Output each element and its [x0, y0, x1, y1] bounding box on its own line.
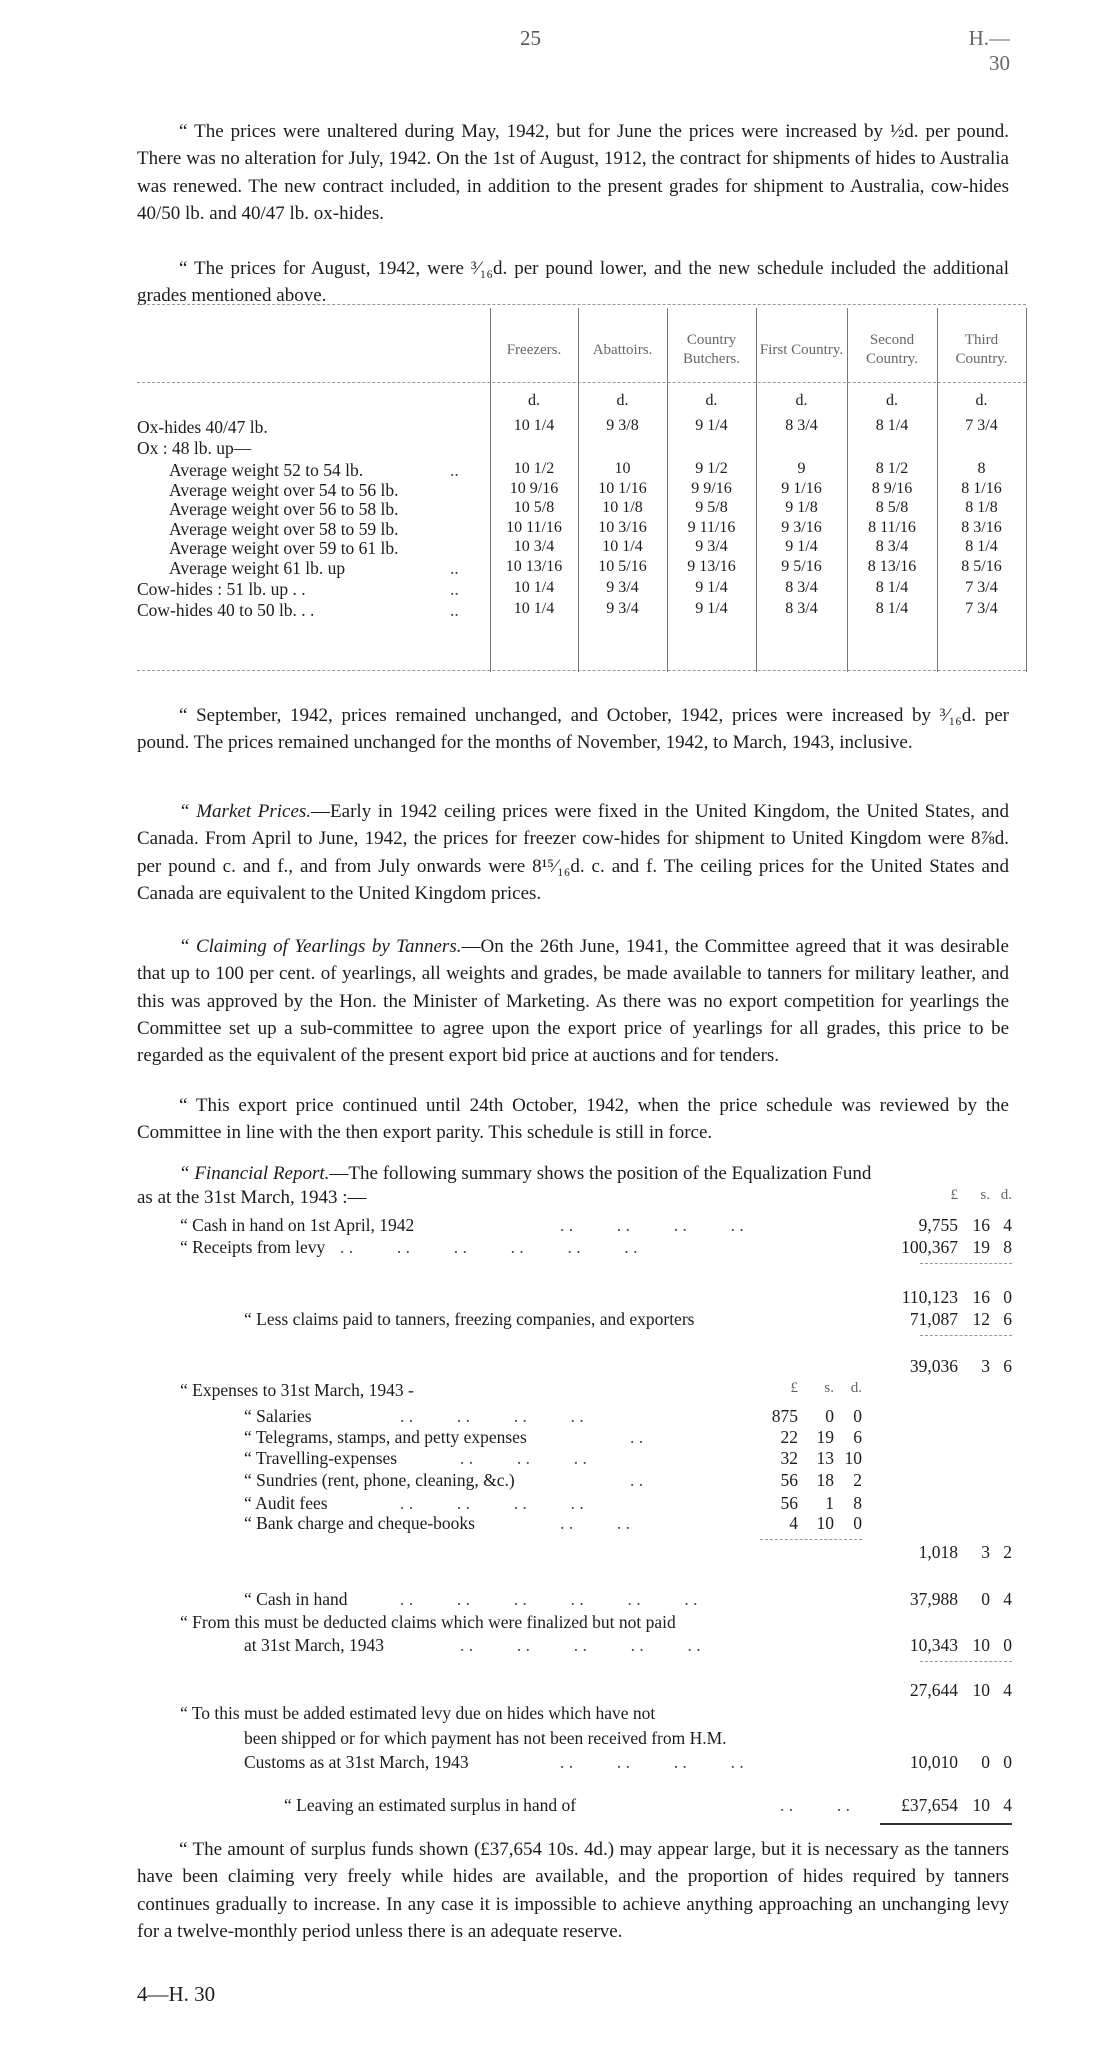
financial-row	[0, 1612, 1114, 1634]
dot-leader: . . . .	[560, 1513, 630, 1533]
dot-leader: ..	[450, 579, 459, 599]
column-header: Third Country.	[955, 332, 1008, 367]
outer-pence: 0	[1003, 1287, 1012, 1307]
row-label: “ Expenses to 31st March, 1943 -	[180, 1380, 414, 1400]
outer-pounds: 110,123	[901, 1287, 958, 1307]
price-cell: 8 13/16	[867, 558, 917, 575]
financial-row	[0, 1470, 1114, 1492]
row-label: Ox-hides 40/47 lb.	[137, 417, 268, 437]
row-label: “ Cash in hand on 1st April, 1942	[180, 1215, 415, 1235]
row-label: Average weight over 58 to 59 lb.	[169, 519, 399, 539]
outer-pence: 2	[1003, 1542, 1012, 1562]
column-header: First Country.	[759, 341, 844, 358]
row-label: “ Bank charge and cheque-books	[244, 1513, 475, 1533]
unit-label: d.	[616, 392, 629, 409]
inner-shillings: 1	[825, 1493, 834, 1513]
table-row	[137, 438, 1026, 458]
price-cell: 10 11/16	[506, 519, 562, 536]
financial-row	[0, 1427, 1114, 1449]
row-label: “ Cash in hand	[244, 1589, 348, 1609]
financial-row	[0, 1237, 1114, 1259]
financial-row	[0, 1589, 1114, 1611]
dot-leader: ..	[450, 600, 459, 620]
dot-leader: ..	[450, 460, 459, 480]
price-cell: 8	[977, 460, 986, 477]
paragraph-lead: “ Claiming of Yearlings by Tanners.	[179, 936, 462, 957]
outer-shillings: 10	[972, 1795, 990, 1815]
row-label: “ Less claims paid to tanners, freezing companies, and exporters	[244, 1309, 695, 1329]
sum-rule	[920, 1335, 1012, 1336]
column-header: Freezers.	[506, 341, 562, 358]
outer-shillings: 0	[981, 1589, 990, 1609]
paragraph-text: —Early in 1942 ceiling prices were fixed in the United Kingdom, the United States, and Canada. From April to June, 1942, the prices for freezer cow-hides for shipment to United Kingdom were 8⅞d. per pound c. and f., and from July onwards were 8¹⁵⁄₁₆d. c. and f. The ceiling prices for the United States and Canada are equivalent to the United Kingdom prices.	[137, 801, 1009, 904]
price-cell: 9 5/8	[695, 499, 728, 516]
row-label: “ To this must be added estimated levy due on hides which have not	[180, 1703, 656, 1723]
price-cell: 9 3/4	[695, 538, 728, 555]
row-label: Average weight 52 to 54 lb.	[169, 460, 364, 480]
price-cell: 10 1/2	[513, 460, 555, 477]
financial-row	[0, 1493, 1114, 1515]
double-rule	[880, 1823, 1012, 1825]
price-cell: 10 1/4	[513, 417, 555, 434]
price-cell: 7 3/4	[965, 417, 998, 434]
row-label: Average weight over 56 to 58 lb.	[169, 499, 399, 519]
price-cell: 8 1/4	[875, 600, 909, 617]
row-label: Cow-hides : 51 lb. up . .	[137, 579, 306, 599]
paragraph-yearlings	[137, 933, 1009, 1069]
paragraph-text: —The following summary shows the position of the Equalization Fund	[329, 1163, 872, 1184]
price-cell: 9 3/4	[606, 579, 639, 596]
outer-pounds: 39,036	[909, 1356, 958, 1376]
price-cell: 7 3/4	[965, 600, 998, 617]
price-cell: 8 1/8	[965, 499, 998, 516]
price-cell: 8 3/4	[785, 417, 818, 434]
price-cell: 9 1/4	[695, 579, 728, 596]
currency-header-pounds: £	[950, 1187, 958, 1203]
inner-pence: 8	[853, 1493, 862, 1513]
table-row	[137, 480, 1026, 500]
outer-pence: 8	[1003, 1237, 1012, 1257]
price-cell: 8 1/4	[875, 579, 909, 596]
price-cell: 9 1/4	[695, 600, 728, 617]
price-cell: 9 3/4	[606, 600, 639, 617]
table-top-rule	[137, 304, 1026, 305]
price-cell: 10 1/4	[513, 600, 555, 617]
paragraph-price-increase	[137, 118, 1009, 227]
outer-pounds: £37,654	[901, 1795, 958, 1815]
price-cell: 9 3/16	[781, 519, 822, 536]
price-cell: 8 9/16	[871, 480, 913, 497]
inner-pounds: 4	[789, 1513, 798, 1533]
dot-leader: . . . . . . . .	[400, 1493, 584, 1513]
price-cell: 8 1/4	[875, 417, 909, 434]
price-cell: 9 13/16	[687, 558, 736, 575]
price-cell: 9 11/16	[687, 519, 736, 536]
price-cell: 10 1/16	[598, 480, 647, 497]
financial-row	[0, 1309, 1114, 1331]
table-row	[137, 600, 1026, 620]
financial-row	[0, 1795, 1114, 1817]
outer-pounds: 100,367	[901, 1237, 958, 1257]
dot-leader: ..	[450, 558, 459, 578]
row-label: Average weight over 59 to 61 lb.	[169, 538, 399, 558]
financial-row	[0, 1513, 1114, 1535]
inner-shillings: s.	[824, 1380, 834, 1396]
price-cell: 8 1/16	[961, 480, 1002, 497]
inner-pence: 2	[853, 1470, 862, 1490]
financial-report-intro	[137, 1160, 1009, 1187]
price-cell: 9 5/16	[781, 558, 822, 575]
table-row	[137, 558, 1026, 578]
column-header: Abattoirs.	[592, 341, 653, 358]
price-cell: 8 5/8	[875, 499, 909, 516]
inner-pence: 6	[853, 1427, 862, 1447]
financial-row	[0, 1680, 1114, 1702]
row-label: “ Travelling-expenses	[244, 1448, 398, 1468]
paragraph-text: —On the 26th June, 1941, the Committee agreed that it was desirable that up to 100 per cent. of yearlings, all weights and grades, be made available to tanners for military leather, and this was approved by the Hon. the Minister of Marketing. As there was no export competition for yearlings the Committee set up a sub-committee to agree upon the export price of yearlings for all grades, this price to be regarded as the equivalent of the present export bid price at auctions and for tenders.	[137, 936, 1009, 1067]
financial-row	[0, 1448, 1114, 1470]
paragraph-lead: “ Market Prices.	[179, 801, 312, 822]
dot-leader: . . . . . . . .	[560, 1215, 744, 1235]
outer-shillings: 0	[981, 1752, 990, 1772]
dot-leader: . . . . . . . . . . . .	[340, 1237, 638, 1257]
unit-label: d.	[705, 392, 718, 409]
price-cell: 8 5/16	[961, 558, 1002, 575]
outer-pence: 4	[1003, 1680, 1012, 1700]
price-cell: 9 1/16	[781, 480, 822, 497]
paragraph-text: “ This export price continued until 24th October, 1942, when the price schedule was reviewed by the Committee in line with the then export parity. This schedule is still in force.	[137, 1095, 1009, 1144]
row-label: been shipped or for which payment has not been received from H.M.	[244, 1728, 727, 1748]
inner-shillings: 18	[816, 1470, 834, 1490]
financial-row	[0, 1356, 1114, 1378]
outer-pounds: 9,755	[918, 1215, 958, 1235]
dot-leader: . . . .	[780, 1795, 850, 1815]
outer-pounds: 37,988	[909, 1589, 958, 1609]
row-label: “ Telegrams, stamps, and petty expenses	[244, 1427, 527, 1447]
inner-pence: 10	[844, 1448, 862, 1468]
paragraph-surplus	[137, 1836, 1009, 1945]
outer-pence: 6	[1003, 1309, 1012, 1329]
outer-shillings: 12	[972, 1309, 990, 1329]
row-label: “ Leaving an estimated surplus in hand of	[284, 1795, 577, 1815]
dot-leader: . .	[630, 1427, 644, 1447]
inner-shillings: 13	[816, 1448, 834, 1468]
row-label: “ Sundries (rent, phone, cleaning, &c.)	[244, 1470, 515, 1490]
price-cell: 9	[797, 460, 806, 477]
price-cell: 10 1/4	[513, 579, 555, 596]
financial-row	[0, 1380, 1114, 1402]
inner-pounds: £	[790, 1380, 798, 1396]
financial-row	[0, 1728, 1114, 1750]
dot-leader: . . . . . . . .	[560, 1752, 744, 1772]
outer-pounds: 27,644	[909, 1680, 958, 1700]
inner-pounds: 32	[780, 1448, 798, 1468]
row-label: at 31st March, 1943	[244, 1635, 384, 1655]
unit-label: d.	[886, 392, 898, 409]
row-label: Cow-hides 40 to 50 lb. . .	[137, 600, 315, 620]
paragraph-text: “ The amount of surplus funds shown (£37,654 10s. 4d.) may appear large, but it is necessary as the tanners have been claiming very freely while hides are available, and the proportion of hides required by tanners continues gradually to increase. In any case it is impossible to achieve anything approaching an unchanging levy for a twelve-monthly period unless there is an adequate reserve.	[137, 1839, 1009, 1942]
price-cell: 10 1/4	[602, 538, 643, 555]
price-cell: 8 3/4	[875, 538, 909, 555]
document-reference: H.—30	[968, 26, 1010, 75]
price-cell: 10 3/16	[598, 519, 647, 536]
dot-leader: . . . . . .	[460, 1448, 587, 1468]
financial-row	[0, 1703, 1114, 1725]
outer-pence: 0	[1003, 1635, 1012, 1655]
unit-label: d.	[975, 392, 988, 409]
paragraph-text: “ The prices were unaltered during May, 1942, but for June the prices were increased by ½d. per pound. There was no alteration for July, 1942. On the 1st of August, 1912, the contract for shipments of hides to Australia was renewed. The new contract included, in addition to the present grades for shipment to Australia, cow-hides 40/50 lb. and 40/47 lb. ox-hides.	[137, 121, 1009, 224]
outer-shillings: 19	[972, 1237, 990, 1257]
table-row	[137, 460, 1026, 480]
financial-row	[0, 1542, 1114, 1564]
financial-row	[0, 1635, 1114, 1657]
dot-leader: . . . . . . . . . .	[460, 1635, 701, 1655]
column-header: Country Butchers.	[682, 332, 741, 367]
footer-signature: 4—H. 30	[137, 1982, 216, 2006]
outer-pounds: 10,343	[909, 1635, 958, 1655]
inner-pounds: 22	[780, 1427, 798, 1447]
financial-row	[0, 1406, 1114, 1428]
inner-shillings: 10	[816, 1513, 834, 1533]
paragraph-market-prices	[137, 798, 1009, 907]
financial-row	[0, 1287, 1114, 1309]
price-cell: 9 1/4	[785, 538, 818, 555]
inner-shillings: 0	[825, 1406, 834, 1426]
price-cell: 10 13/16	[505, 558, 563, 575]
table-header-rule	[137, 382, 1026, 383]
dot-leader: . . . . . . . .	[400, 1406, 584, 1426]
table-bottom-rule	[137, 670, 1026, 671]
price-cell: 10 1/8	[602, 499, 643, 516]
column-header: Second Country.	[866, 332, 918, 367]
sum-rule	[920, 1661, 1012, 1662]
sum-rule	[920, 1263, 1012, 1264]
price-cell: 8 1/2	[875, 460, 909, 477]
price-cell: 8 11/16	[868, 519, 916, 536]
price-cell: 8 3/4	[785, 579, 818, 596]
financial-row	[0, 1215, 1114, 1237]
price-cell: 9 1/2	[695, 460, 728, 477]
paragraph-export-price	[137, 1092, 1009, 1147]
outer-pence: 4	[1003, 1795, 1012, 1815]
unit-label: d.	[795, 392, 808, 409]
outer-shillings: 3	[981, 1356, 990, 1376]
paragraph-text: “ September, 1942, prices remained unchanged, and October, 1942, prices were increased by ³⁄₁₆d. per pound. The prices remained unchanged for the months of November, 1942, to March, 1943, inclusive.	[137, 705, 1009, 754]
row-label: Average weight 61 lb. up	[169, 558, 346, 578]
financial-report-heading: “ Financial Report.	[179, 1163, 330, 1184]
outer-pounds: 71,087	[909, 1309, 958, 1329]
row-label: “ Salaries	[244, 1406, 312, 1426]
financial-row	[0, 1752, 1114, 1774]
outer-shillings: 16	[972, 1215, 990, 1235]
price-schedule-table	[137, 300, 1026, 672]
currency-header-pence: d.	[1000, 1187, 1012, 1203]
sum-rule	[760, 1539, 862, 1540]
currency-header-shillings: s.	[980, 1187, 990, 1203]
price-cell: 8 3/4	[785, 600, 818, 617]
outer-pence: 6	[1003, 1356, 1012, 1376]
outer-shillings: 3	[981, 1542, 990, 1562]
inner-pence: 0	[853, 1513, 862, 1533]
inner-pence: 0	[853, 1406, 862, 1426]
paragraph-text: “ The prices for August, 1942, were ³⁄₁₆d. per pound lower, and the new schedule included the additional grades mentioned above.	[137, 258, 1009, 307]
outer-pence: 4	[1003, 1215, 1012, 1235]
price-cell: 10	[614, 460, 631, 477]
price-cell: 9 1/8	[785, 499, 818, 516]
table-row	[137, 417, 1026, 437]
table-row	[137, 579, 1026, 599]
table-row	[137, 499, 1026, 519]
outer-pounds: 1,018	[918, 1542, 958, 1562]
paragraph-september	[137, 702, 1009, 757]
outer-shillings: 16	[972, 1287, 990, 1307]
outer-pence: 4	[1003, 1589, 1012, 1609]
price-cell: 10 5/16	[598, 558, 647, 575]
table-row	[137, 538, 1026, 558]
dot-leader: . .	[630, 1470, 644, 1490]
inner-pounds: 56	[780, 1493, 798, 1513]
row-label: Customs as at 31st March, 1943	[244, 1752, 469, 1772]
price-cell: 9 1/4	[695, 417, 728, 434]
price-cell: 10 9/16	[509, 480, 559, 497]
table-row	[137, 519, 1026, 539]
inner-shillings: 19	[816, 1427, 834, 1447]
row-label: Average weight over 54 to 56 lb.	[169, 480, 399, 500]
inner-pence: d.	[850, 1380, 862, 1396]
row-label: Ox : 48 lb. up—	[137, 438, 252, 458]
price-cell: 9 9/16	[691, 480, 732, 497]
outer-shillings: 10	[972, 1680, 990, 1700]
outer-shillings: 10	[972, 1635, 990, 1655]
financial-report-date-line: as at the 31st March, 1943 :—	[137, 1187, 367, 1208]
price-cell: 10 3/4	[513, 538, 555, 555]
unit-label: d.	[528, 392, 540, 409]
dot-leader: . . . . . . . . . . . .	[400, 1589, 698, 1609]
page-number: 25	[520, 26, 541, 50]
price-cell: 8 1/4	[965, 538, 998, 555]
price-cell: 8 3/16	[961, 519, 1002, 536]
inner-pounds: 56	[780, 1470, 798, 1490]
inner-pounds: 875	[771, 1406, 798, 1426]
price-cell: 9 3/8	[606, 417, 639, 434]
row-label: “ Audit fees	[244, 1493, 328, 1513]
outer-pounds: 10,010	[909, 1752, 958, 1772]
outer-pence: 0	[1003, 1752, 1012, 1772]
row-label: “ Receipts from levy	[180, 1237, 326, 1257]
column-divider	[1026, 308, 1027, 672]
row-label: “ From this must be deducted claims which were finalized but not paid	[180, 1612, 676, 1632]
price-cell: 7 3/4	[965, 579, 998, 596]
price-cell: 10 5/8	[513, 499, 555, 516]
